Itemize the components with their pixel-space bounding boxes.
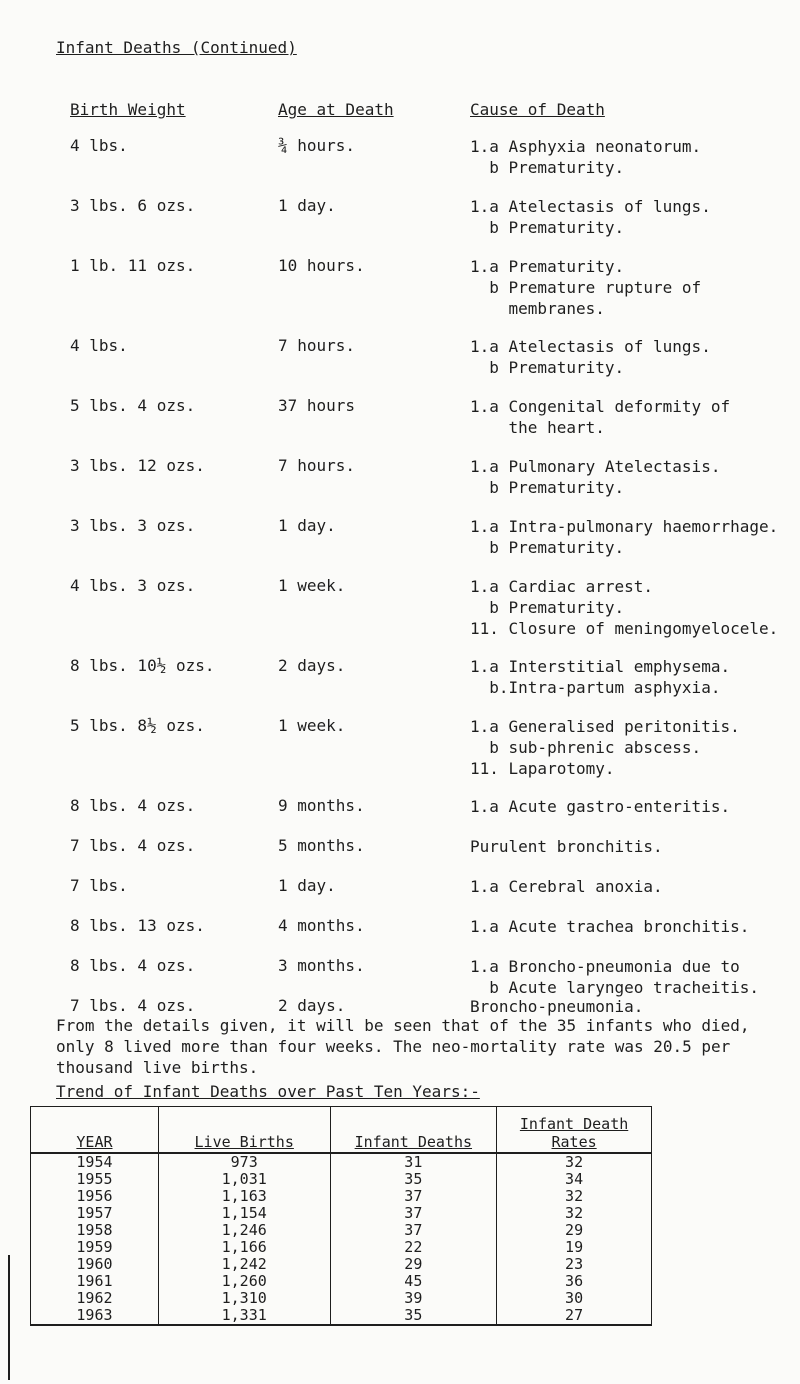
birth-weight-header: Birth Weight [70, 100, 186, 119]
infant-deaths-cell: 35 [330, 1307, 497, 1325]
year-cell: 1957 [31, 1205, 159, 1222]
death-rate-cell: 30 [497, 1290, 652, 1307]
death-rate-cell: 36 [497, 1273, 652, 1290]
age-at-death-cell: 4 months. [278, 916, 365, 935]
table-row [31, 1153, 652, 1171]
age-at-death-cell: 7 hours. [278, 456, 356, 475]
infant-deaths-cell: 37 [330, 1205, 497, 1222]
cause-line: 11. Closure of meningomyelocele. [470, 619, 779, 638]
cause-line: Broncho-pneumonia. [470, 997, 644, 1016]
live-births-cell: 973 [158, 1153, 330, 1171]
cause-line: b sub-phrenic abscess. [470, 738, 702, 757]
year-cell: 1962 [31, 1290, 159, 1307]
birth-weight-cell: 5 lbs. 8½ ozs. [70, 716, 205, 735]
birth-weight-cell: 3 lbs. 12 ozs. [70, 456, 205, 475]
cause-of-death-cell [470, 196, 800, 238]
cause-of-death-cell [470, 796, 800, 817]
table-row [31, 1205, 652, 1222]
cause-line: 1.a Acute trachea bronchitis. [470, 917, 750, 936]
cause-line: 1.a Atelectasis of lungs. [470, 337, 711, 356]
cause-of-death-cell [470, 136, 800, 178]
age-at-death-cell: 3 months. [278, 956, 365, 975]
cause-of-death-cell [470, 996, 800, 1017]
age-at-death-cell: 2 days. [278, 996, 346, 1015]
page-heading: Infant Deaths (Continued) [56, 38, 297, 57]
live-births-cell: 1,310 [158, 1290, 330, 1307]
birth-weight-cell: 8 lbs. 4 ozs. [70, 956, 196, 975]
cause-line: 1.a Prematurity. [470, 257, 625, 276]
death-rate-cell: 34 [497, 1171, 652, 1188]
infant-deaths-cell: 37 [330, 1188, 497, 1205]
cause-line: 1.a Broncho-pneumonia due to [470, 957, 740, 976]
birth-weight-cell: 4 lbs. [70, 336, 128, 355]
table-row [31, 1273, 652, 1290]
cause-of-death-cell [470, 516, 800, 558]
death-rate-cell: 29 [497, 1222, 652, 1239]
cause-line: b Acute laryngeo tracheitis. [470, 978, 759, 997]
table-row [31, 1290, 652, 1307]
cause-line: b Prematurity. [470, 218, 625, 237]
age-at-death-cell: 1 day. [278, 196, 336, 215]
live-births-cell: 1,331 [158, 1307, 330, 1325]
infant-deaths-cell: 37 [330, 1222, 497, 1239]
table-row [31, 1188, 652, 1205]
live-births-cell: 1,246 [158, 1222, 330, 1239]
birth-weight-cell: 3 lbs. 3 ozs. [70, 516, 196, 535]
age-at-death-cell: 37 hours [278, 396, 356, 415]
cause-line: b Prematurity. [470, 358, 625, 377]
age-at-death-header: Age at Death [278, 100, 394, 119]
cause-line: b Prematurity. [470, 598, 625, 617]
infant-deaths-cell: 45 [330, 1273, 497, 1290]
death-rate-cell: 32 [497, 1153, 652, 1171]
birth-weight-cell: 7 lbs. 4 ozs. [70, 836, 196, 855]
birth-weight-cell: 1 lb. 11 ozs. [70, 256, 196, 275]
infant-deaths-cell: 29 [330, 1256, 497, 1273]
birth-weight-cell: 5 lbs. 4 ozs. [70, 396, 196, 415]
age-at-death-cell: 1 week. [278, 716, 346, 735]
cause-of-death-header: Cause of Death [470, 100, 605, 119]
cause-line: 1.a Acute gastro-enteritis. [470, 797, 731, 816]
cause-line: Purulent bronchitis. [470, 837, 663, 856]
cause-of-death-cell [470, 576, 800, 639]
year-cell: 1958 [31, 1222, 159, 1239]
cause-of-death-cell [470, 336, 800, 378]
cause-of-death-cell [470, 876, 800, 897]
table-row [31, 1307, 652, 1325]
trend-table [30, 1106, 652, 1326]
birth-weight-cell: 3 lbs. 6 ozs. [70, 196, 196, 215]
age-at-death-cell: 2 days. [278, 656, 346, 675]
trend-heading: Trend of Infant Deaths over Past Ten Years:- [56, 1082, 480, 1101]
year-cell: 1963 [31, 1307, 159, 1325]
infant-deaths-cell: 31 [330, 1153, 497, 1171]
trend-table-header-row [31, 1107, 652, 1154]
cause-line: 1.a Intra-pulmonary haemorrhage. [470, 517, 779, 536]
summary-paragraph: From the details given, it will be seen that of the 35 infants who died, only 8 lived more than four weeks. The neo-mortality rate was 20.5 per thousand live births. [56, 1016, 750, 1077]
infant-death-rates-header: Infant Death Rates [497, 1107, 652, 1154]
death-rate-cell: 32 [497, 1188, 652, 1205]
cause-line: the heart. [470, 418, 605, 437]
cause-of-death-cell [470, 836, 800, 857]
cause-line: b Prematurity. [470, 158, 625, 177]
margin-mark [8, 1255, 10, 1380]
cause-line: 1.a Cerebral anoxia. [470, 877, 663, 896]
year-header: YEAR [31, 1107, 159, 1154]
live-births-cell: 1,242 [158, 1256, 330, 1273]
age-at-death-cell: 9 months. [278, 796, 365, 815]
cause-of-death-cell [470, 716, 800, 779]
birth-weight-cell: 4 lbs. [70, 136, 128, 155]
cause-line: b Prematurity. [470, 478, 625, 497]
live-births-cell: 1,154 [158, 1205, 330, 1222]
age-at-death-cell: 7 hours. [278, 336, 356, 355]
cause-of-death-cell [470, 456, 800, 498]
birth-weight-cell: 8 lbs. 13 ozs. [70, 916, 205, 935]
cause-line: b Premature rupture of [470, 278, 702, 297]
cause-of-death-cell [470, 916, 800, 937]
cause-of-death-cell [470, 396, 800, 438]
birth-weight-cell: 8 lbs. 4 ozs. [70, 796, 196, 815]
cause-line: 1.a Pulmonary Atelectasis. [470, 457, 721, 476]
cause-line: b Prematurity. [470, 538, 625, 557]
cause-of-death-cell [470, 256, 800, 319]
cause-line: 1.a Congenital deformity of [470, 397, 731, 416]
table-row [31, 1239, 652, 1256]
infant-deaths-cell: 39 [330, 1290, 497, 1307]
infant-deaths-cell: 22 [330, 1239, 497, 1256]
age-at-death-cell: ¾ hours. [278, 136, 356, 155]
year-cell: 1961 [31, 1273, 159, 1290]
death-rate-cell: 27 [497, 1307, 652, 1325]
cause-line: 11. Laparotomy. [470, 759, 615, 778]
death-rate-cell: 23 [497, 1256, 652, 1273]
infant-deaths-cell: 35 [330, 1171, 497, 1188]
cause-of-death-cell [470, 956, 800, 998]
age-at-death-cell: 1 day. [278, 876, 336, 895]
year-cell: 1956 [31, 1188, 159, 1205]
infant-deaths-header: Infant Deaths [330, 1107, 497, 1154]
birth-weight-cell: 4 lbs. 3 ozs. [70, 576, 196, 595]
death-rate-cell: 32 [497, 1205, 652, 1222]
cause-line: 1.a Interstitial emphysema. [470, 657, 731, 676]
year-cell: 1955 [31, 1171, 159, 1188]
year-cell: 1960 [31, 1256, 159, 1273]
year-cell: 1954 [31, 1153, 159, 1171]
birth-weight-cell: 7 lbs. [70, 876, 128, 895]
cause-line: 1.a Generalised peritonitis. [470, 717, 740, 736]
age-at-death-cell: 5 months. [278, 836, 365, 855]
cause-line: 1.a Cardiac arrest. [470, 577, 654, 596]
death-rate-cell: 19 [497, 1239, 652, 1256]
table-row [31, 1171, 652, 1188]
cause-line: b.Intra-partum asphyxia. [470, 678, 721, 697]
age-at-death-cell: 1 week. [278, 576, 346, 595]
birth-weight-cell: 8 lbs. 10½ ozs. [70, 656, 215, 675]
trend-table-body [31, 1153, 652, 1325]
cause-line: 1.a Asphyxia neonatorum. [470, 137, 702, 156]
table-row [31, 1256, 652, 1273]
table-row [31, 1222, 652, 1239]
age-at-death-cell: 1 day. [278, 516, 336, 535]
live-births-cell: 1,166 [158, 1239, 330, 1256]
live-births-cell: 1,163 [158, 1188, 330, 1205]
cause-line: 1.a Atelectasis of lungs. [470, 197, 711, 216]
age-at-death-cell: 10 hours. [278, 256, 365, 275]
cause-line: membranes. [470, 299, 605, 318]
live-births-cell: 1,260 [158, 1273, 330, 1290]
cause-of-death-cell [470, 656, 800, 698]
live-births-cell: 1,031 [158, 1171, 330, 1188]
year-cell: 1959 [31, 1239, 159, 1256]
birth-weight-cell: 7 lbs. 4 ozs. [70, 996, 196, 1015]
live-births-header: Live Births [158, 1107, 330, 1154]
